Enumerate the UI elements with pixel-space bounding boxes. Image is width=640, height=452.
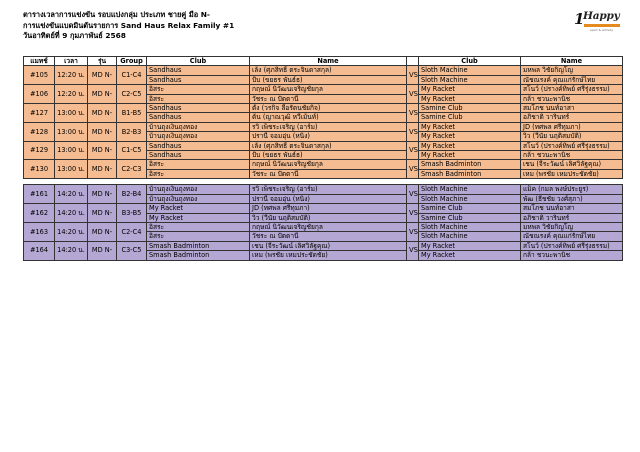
away-club: Sloth Machine <box>419 232 521 241</box>
logo-tagline: sport & activity <box>590 28 614 32</box>
match-division: MD N- <box>88 160 117 179</box>
match-row <box>24 122 623 131</box>
match-row <box>24 241 623 250</box>
schedule-header <box>24 57 623 66</box>
match-group: B2-B3 <box>117 122 147 141</box>
away-club: Sloth Machine <box>419 66 521 75</box>
away-player-name: สมโภช นนท์อาสา <box>521 104 623 113</box>
home-club: Sandhaus <box>147 151 250 160</box>
home-player-name: รวิ เพ็ชระเจริญ (อาร์ม) <box>250 185 407 194</box>
away-club: My Racket <box>419 122 521 131</box>
header-tournament: การแข่งขันแบดมินตันรายการ Sand Haus Relax Family #1 <box>23 20 235 30</box>
match-number: #106 <box>24 85 55 104</box>
away-club: Sloth Machine <box>419 194 521 203</box>
away-player-name: เหม (พรชัย เหมประชัดชัย) <box>521 169 623 178</box>
match-group: C2-C4 <box>117 222 147 241</box>
match-group: C2-C5 <box>117 85 147 104</box>
away-club: My Racket <box>419 94 521 103</box>
match-division: MD N- <box>88 104 117 123</box>
home-player-name: ต้น (ญาณวุฒิ หวีเม้นท์) <box>250 113 407 122</box>
match-row <box>24 66 623 75</box>
match-group: C3-C5 <box>117 241 147 260</box>
home-club: อิสระ <box>147 222 250 231</box>
home-club: Smash Badminton <box>147 251 250 260</box>
away-player-name: ณัชณรงค์ คุณแก่รักษ์ไทย <box>521 75 623 84</box>
away-player-name: มหพล วิชัยกิญโญ <box>521 66 623 75</box>
home-player-name: เหม (พรชัย เหมประชัดชัย) <box>250 251 407 260</box>
away-club: My Racket <box>419 132 521 141</box>
match-time: 12:20 น. <box>55 85 88 104</box>
vs-label: VS <box>407 66 419 85</box>
vs-label: VS <box>407 141 419 160</box>
home-club: บ้านถุงเงินถุงทอง <box>147 132 250 141</box>
col-home-name: Name <box>250 57 407 66</box>
match-time: 14:20 น. <box>55 241 88 260</box>
match-division: MD N- <box>88 241 117 260</box>
logo-digit: 1 <box>574 10 585 28</box>
match-time: 14:20 น. <box>55 204 88 223</box>
match-group: C1-C5 <box>117 141 147 160</box>
match-group: B3-B5 <box>117 204 147 223</box>
home-player-name: วัชระ ณ ปัตตานี <box>250 232 407 241</box>
home-player-name: วัชระ ณ ปัตตานี <box>250 94 407 103</box>
header-date: วันอาทิตย์ที่ 9 กุมภาพันธ์ 2568 <box>23 31 126 40</box>
match-time: 13:00 น. <box>55 104 88 123</box>
away-club: Smash Badminton <box>419 169 521 178</box>
match-time: 14:20 น. <box>55 185 88 204</box>
vs-label: VS <box>407 122 419 141</box>
match-number: #164 <box>24 241 55 260</box>
match-division: MD N- <box>88 204 117 223</box>
home-player-name: ตั้ง (วรกิจ ลือรัตนชัยกิจ) <box>250 104 407 113</box>
vs-label: VS <box>407 85 419 104</box>
col-vs <box>407 57 419 66</box>
vs-label: VS <box>407 185 419 204</box>
home-club: Sandhaus <box>147 66 250 75</box>
match-number: #105 <box>24 66 55 85</box>
match-division: MD N- <box>88 85 117 104</box>
home-player-name: ปรานี จอมอุ่น (หนิง) <box>250 194 407 203</box>
col-division: รุ่น <box>88 57 117 66</box>
home-player-name: เชน (จีระวัฒน์ เลิศวิลัฐคุณ) <box>250 241 407 250</box>
document-header <box>23 10 443 42</box>
match-division: MD N- <box>88 141 117 160</box>
away-player-name: แม็ค (กมล พงษ์ประยูร) <box>521 185 623 194</box>
away-club: My Racket <box>419 141 521 150</box>
home-club: Sandhaus <box>147 141 250 150</box>
happy-logo <box>574 8 622 36</box>
col-away-name: Name <box>521 57 623 66</box>
col-group: Group <box>117 57 147 66</box>
match-division: MD N- <box>88 122 117 141</box>
header-title: ตารางเวลาการแข่งขัน รอบแบ่งกลุ่ม ประเภท ชายคู่ มือ N- <box>23 10 210 19</box>
vs-label: VS <box>407 104 419 123</box>
match-row <box>24 204 623 213</box>
away-player-name: สโนว์ (ปรางค์ทิพย์ ศรีรุ่งธรรม) <box>521 241 623 250</box>
match-row <box>24 185 623 194</box>
away-player-name: กล้า ชวนะพานิช <box>521 251 623 260</box>
match-time: 13:00 น. <box>55 141 88 160</box>
away-club: Sloth Machine <box>419 75 521 84</box>
match-time: 13:00 น. <box>55 160 88 179</box>
away-club: Samine Club <box>419 204 521 213</box>
away-player-name: กล้า ชวนะพานิช <box>521 94 623 103</box>
away-player-name: JD (ทศพล ศรีทุมภา) <box>521 122 623 131</box>
home-player-name: วัชระ ณ ปัตตานี <box>250 169 407 178</box>
match-row <box>24 85 623 94</box>
away-club: Sloth Machine <box>419 222 521 231</box>
home-club: Sandhaus <box>147 75 250 84</box>
away-club: Smash Badminton <box>419 160 521 169</box>
away-player-name: วิว (วีนัย นฤติสมบัติ) <box>521 132 623 141</box>
home-club: Sandhaus <box>147 104 250 113</box>
col-match: แมทช์ <box>24 57 55 66</box>
away-player-name: เชน (จีระวัฒน์ เลิศวิลัฐคุณ) <box>521 160 623 169</box>
col-home-club: Club <box>147 57 250 66</box>
match-number: #162 <box>24 204 55 223</box>
match-row <box>24 160 623 169</box>
away-player-name: กล้า ชวนะพานิช <box>521 151 623 160</box>
home-club: อิสระ <box>147 169 250 178</box>
home-player-name: รวิ เพ็ชระเจริญ (อาร์ม) <box>250 122 407 131</box>
match-group: C1-C4 <box>117 66 147 85</box>
match-number: #128 <box>24 122 55 141</box>
home-player-name: ปั้บ (ขยธร พันธ์ธ) <box>250 151 407 160</box>
away-club: Samine Club <box>419 213 521 222</box>
home-club: บ้านถุงเงินถุงทอง <box>147 185 250 194</box>
vs-label: VS <box>407 241 419 260</box>
home-club: อิสระ <box>147 160 250 169</box>
match-division: MD N- <box>88 222 117 241</box>
home-club: บ้านถุงเงินถุงทอง <box>147 122 250 131</box>
away-player-name: สโนว์ (ปรางค์ทิพย์ ศรีรุ่งธรรม) <box>521 85 623 94</box>
match-time: 13:00 น. <box>55 122 88 141</box>
match-row <box>24 141 623 150</box>
match-time: 14:20 น. <box>55 222 88 241</box>
away-club: My Racket <box>419 85 521 94</box>
home-player-name: วิว (วีนัย นฤติสมบัติ) <box>250 213 407 222</box>
logo-word: Happy <box>583 10 620 22</box>
home-player-name: กฤษณ์ นิวัฒนเจริญชัยกุล <box>250 160 407 169</box>
match-time: 12:20 น. <box>55 66 88 85</box>
home-club: อิสระ <box>147 232 250 241</box>
home-club: อิสระ <box>147 85 250 94</box>
home-player-name: JD (ทศพล ศรีทุมภา) <box>250 204 407 213</box>
away-club: Sloth Machine <box>419 185 521 194</box>
away-player-name: อภิชาติ วารินทร์ <box>521 113 623 122</box>
schedule-body <box>24 66 623 260</box>
away-player-name: มหพล วิชัยกิญโญ <box>521 222 623 231</box>
home-club: My Racket <box>147 213 250 222</box>
home-club: อิสระ <box>147 94 250 103</box>
match-number: #130 <box>24 160 55 179</box>
col-away-club: Club <box>419 57 521 66</box>
away-player-name: สโนว์ (ปรางค์ทิพย์ ศรีรุ่งธรรม) <box>521 141 623 150</box>
match-number: #163 <box>24 222 55 241</box>
away-club: My Racket <box>419 241 521 250</box>
column-header-row <box>24 57 623 66</box>
home-club: บ้านถุงเงินถุงทอง <box>147 194 250 203</box>
vs-label: VS <box>407 160 419 179</box>
match-group: C2-C3 <box>117 160 147 179</box>
away-player-name: อภิชาติ วารินทร์ <box>521 213 623 222</box>
match-division: MD N- <box>88 185 117 204</box>
schedule-table <box>23 56 623 261</box>
vs-label: VS <box>407 204 419 223</box>
match-row <box>24 222 623 231</box>
match-division: MD N- <box>88 66 117 85</box>
match-row <box>24 104 623 113</box>
away-player-name: สมโภช นนท์อาสา <box>521 204 623 213</box>
home-player-name: ปรานี จอมอุ่น (หนิง) <box>250 132 407 141</box>
away-club: Samine Club <box>419 113 521 122</box>
match-number: #127 <box>24 104 55 123</box>
away-club: Samine Club <box>419 104 521 113</box>
match-group: B1-B5 <box>117 104 147 123</box>
home-player-name: เล้ง (ศุภสิทธิ์ ตระจินดาสกุล) <box>250 141 407 150</box>
away-player-name: พัฒ (ธีชชัย วงศ์สุภา) <box>521 194 623 203</box>
match-group: B2-B4 <box>117 185 147 204</box>
home-club: Smash Badminton <box>147 241 250 250</box>
match-number: #161 <box>24 185 55 204</box>
col-time: เวลา <box>55 57 88 66</box>
away-player-name: ณัชณรงค์ คุณแก่รักษ์ไทย <box>521 232 623 241</box>
away-club: My Racket <box>419 251 521 260</box>
home-club: Sandhaus <box>147 113 250 122</box>
home-player-name: ปั้บ (ขยธร พันธ์ธ) <box>250 75 407 84</box>
logo-underline <box>584 24 620 27</box>
match-number: #129 <box>24 141 55 160</box>
vs-label: VS <box>407 222 419 241</box>
home-player-name: กฤษณ์ นิวัฒนเจริญชัยกุล <box>250 85 407 94</box>
home-player-name: กฤษณ์ นิวัฒนเจริญชัยกุล <box>250 222 407 231</box>
home-club: My Racket <box>147 204 250 213</box>
away-club: My Racket <box>419 151 521 160</box>
home-player-name: เล้ง (ศุภสิทธิ์ ตระจินดาสกุล) <box>250 66 407 75</box>
